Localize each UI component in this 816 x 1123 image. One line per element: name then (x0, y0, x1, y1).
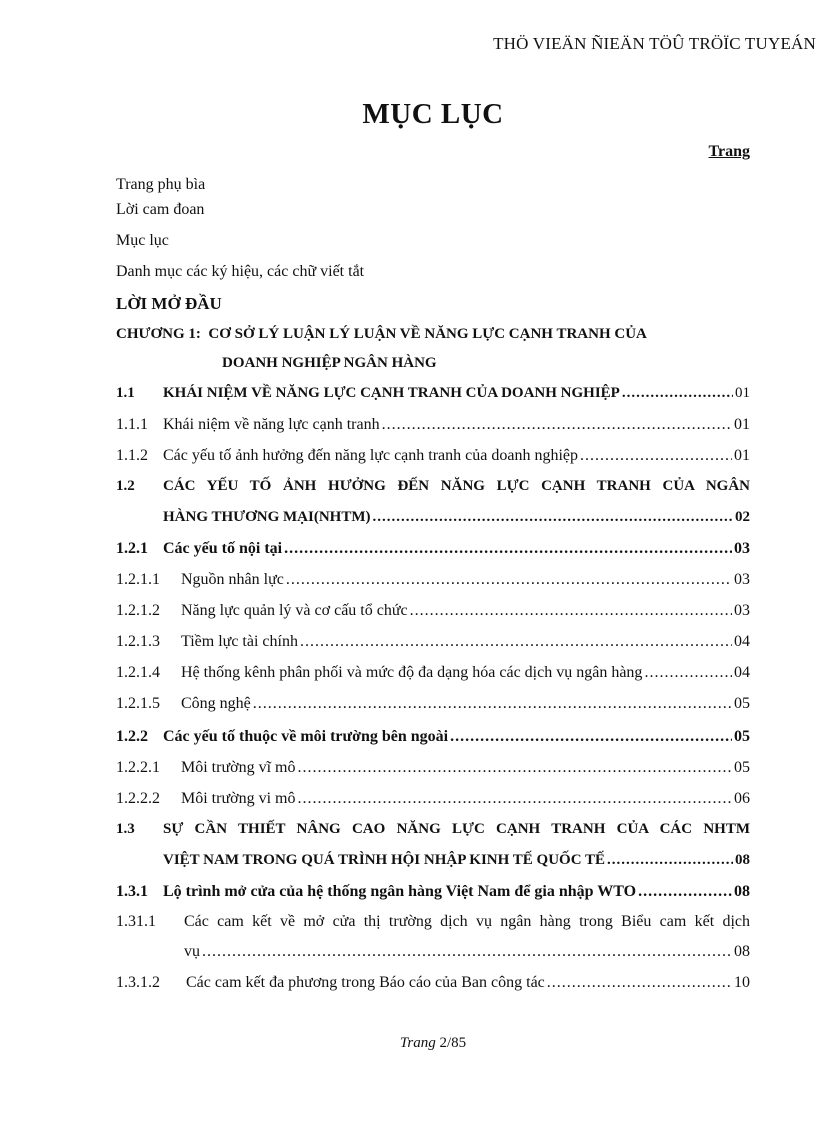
leader-dots (580, 447, 732, 465)
front-matter-abbreviations: Danh mục các ký hiệu, các chữ viết tắt (116, 263, 365, 280)
entry-title: Các cam kết đa phương trong Báo cáo của Ban công tác (186, 974, 545, 991)
chapter-title-line1: CƠ SỞ LÝ LUẬN LÝ LUẬN VỀ NĂNG LỰC CẠNH TRANH CỦA (208, 326, 647, 342)
entry-page: 03 (734, 602, 750, 619)
entry-title: CÁC YẾU TỐ ẢNH HƯỞNG ĐẾN NĂNG LỰC CẠNH TRANH CỦA NGÂN (163, 478, 750, 494)
site-header: THÖ VIEÄN ÑIEÄN TÖÛ TRÖÏC TUYEÁN (493, 34, 816, 53)
entry-title: Nguồn nhân lực (181, 571, 284, 588)
entry-number: 1.2.1.5 (116, 695, 160, 712)
entry-number: 1.1 (116, 385, 135, 401)
leader-dots (286, 571, 732, 589)
leader-dots (410, 602, 732, 620)
entry-page: 04 (734, 664, 750, 681)
toc-entry-1-31-1-line2[interactable] (184, 943, 750, 961)
entry-page: 08 (734, 883, 750, 900)
entry-title: Hệ thống kênh phân phối và mức độ đa dạng hóa các dịch vụ ngân hàng (181, 664, 643, 681)
leader-dots (382, 416, 732, 434)
entry-number: 1.3.1 (116, 883, 148, 900)
entry-title-cont: VIỆT NAM TRONG QUÁ TRÌNH HỘI NHẬP KINH TẾ QUỐC TẾ (163, 852, 606, 868)
entry-number: 1.2.1.3 (116, 633, 160, 650)
page-title: MỤC LỤC (362, 98, 504, 130)
toc-entry-1-2-line1[interactable] (116, 478, 750, 495)
entry-title: Khái niệm về năng lực cạnh tranh (163, 416, 380, 433)
leader-dots (450, 728, 732, 746)
toc-entry-1-2-1[interactable] (116, 540, 750, 558)
chapter-label: CHƯƠNG 1: (116, 326, 201, 342)
entry-page: 03 (734, 540, 750, 557)
toc-entry-1-3-line1[interactable] (116, 821, 750, 838)
entry-page: 02 (735, 509, 750, 525)
entry-title: Các yếu tố ảnh hưởng đến năng lực cạnh tranh của doanh nghiệp (163, 447, 579, 464)
entry-page: 08 (734, 943, 750, 960)
leader-dots (253, 695, 732, 713)
chapter-title-line2: DOANH NGHIỆP NGÂN HÀNG (222, 355, 437, 371)
entry-title: KHÁI NIỆM VỀ NĂNG LỰC CẠNH TRANH CỦA DOANH NGHIỆP (163, 385, 620, 401)
entry-title: Môi trường vi mô (181, 790, 296, 807)
chapter-heading (116, 326, 647, 343)
leader-dots (297, 790, 732, 808)
page-footer (0, 1035, 816, 1052)
entry-page: 03 (734, 571, 750, 588)
entry-page: 04 (734, 633, 750, 650)
leader-dots (297, 759, 732, 777)
toc-entry-1-3-1-2[interactable] (116, 974, 750, 992)
entry-page: 05 (734, 759, 750, 776)
leader-dots (638, 883, 732, 901)
entry-number: 1.2.1.2 (116, 602, 160, 619)
toc-entry-1-2-2-2[interactable] (116, 790, 750, 808)
toc-entry-1-2-1-2[interactable] (116, 602, 750, 620)
entry-number: 1.2 (116, 478, 135, 494)
entry-title: Các yếu tố thuộc về môi trường bên ngoài (163, 728, 449, 745)
entry-number: 1.2.2 (116, 728, 148, 745)
entry-page: 06 (734, 790, 750, 807)
toc-entry-1-3-1[interactable] (116, 883, 750, 901)
entry-number: 1.2.1.1 (116, 571, 160, 588)
footer-page-number: 2/85 (439, 1035, 467, 1051)
entry-number: 1.31.1 (116, 913, 156, 930)
entry-page: 10 (734, 974, 750, 991)
leader-dots (644, 664, 732, 682)
entry-title: Tiềm lực tài chính (181, 633, 298, 650)
entry-page: 05 (734, 728, 750, 745)
entry-page: 01 (735, 385, 750, 401)
entry-number: 1.2.1.4 (116, 664, 160, 681)
entry-number: 1.2.2.2 (116, 790, 160, 807)
toc-entry-1-2-1-1[interactable] (116, 571, 750, 589)
toc-entry-1-2-line2[interactable] (163, 509, 750, 526)
toc-entry-1-2-1-5[interactable] (116, 695, 750, 713)
leader-dots (284, 540, 732, 558)
leader-dots (202, 943, 732, 961)
entry-title-cont: HÀNG THƯƠNG MẠI(NHTM) (163, 509, 371, 525)
toc-entry-1-2-2-1[interactable] (116, 759, 750, 777)
front-matter-declaration: Lời cam đoan (116, 201, 205, 218)
leader-dots (622, 385, 733, 402)
toc-entry-1-3-line2[interactable] (163, 852, 750, 869)
entry-page: 05 (734, 695, 750, 712)
entry-title: Lộ trình mở cửa của hệ thống ngân hàng Việt Nam để gia nhập WTO (163, 883, 637, 900)
entry-title: Môi trường vĩ mô (181, 759, 296, 776)
toc-entry-1-31-1-line1[interactable] (116, 913, 750, 931)
entry-title: Các cam kết về mở cửa thị trường dịch vụ ngân hàng trong Biểu cam kết dịch (184, 913, 750, 930)
entry-title: SỰ CẦN THIẾT NÂNG CAO NĂNG LỰC CẠNH TRANH CỦA CÁC NHTM (163, 821, 750, 837)
entry-number: 1.2.2.1 (116, 759, 160, 776)
entry-page: 08 (735, 852, 750, 868)
entry-number: 1.3 (116, 821, 135, 837)
toc-entry-1-1-1[interactable] (116, 416, 750, 434)
toc-entry-1-2-1-3[interactable] (116, 633, 750, 651)
leader-dots (547, 974, 732, 992)
entry-title: Năng lực quản lý và cơ cấu tổ chức (181, 602, 408, 619)
leader-dots (300, 633, 732, 651)
entry-title: Các yếu tố nội tại (163, 540, 283, 557)
intro-heading: LỜI MỞ ĐẦU (116, 294, 222, 313)
entry-number: 1.3.1.2 (116, 974, 160, 991)
entry-number: 1.1.1 (116, 416, 148, 433)
toc-entry-1-2-2[interactable] (116, 728, 750, 746)
entry-page: 01 (734, 416, 750, 433)
leader-dots (607, 852, 733, 869)
entry-number: 1.1.2 (116, 447, 148, 464)
entry-title-cont: vụ (184, 943, 200, 960)
front-matter-contents: Mục lục (116, 232, 169, 249)
page-column-label: Trang (708, 143, 750, 160)
footer-page-word: Trang (399, 1035, 436, 1051)
toc-entry-1-1-2[interactable] (116, 447, 750, 465)
entry-page: 01 (734, 447, 750, 464)
entry-number: 1.2.1 (116, 540, 148, 557)
toc-entry-1-1[interactable] (116, 385, 750, 402)
toc-entry-1-2-1-4[interactable] (116, 664, 750, 682)
front-matter-cover: Trang phụ bìa (116, 176, 206, 193)
entry-title: Công nghệ (181, 695, 251, 712)
leader-dots (373, 509, 734, 526)
